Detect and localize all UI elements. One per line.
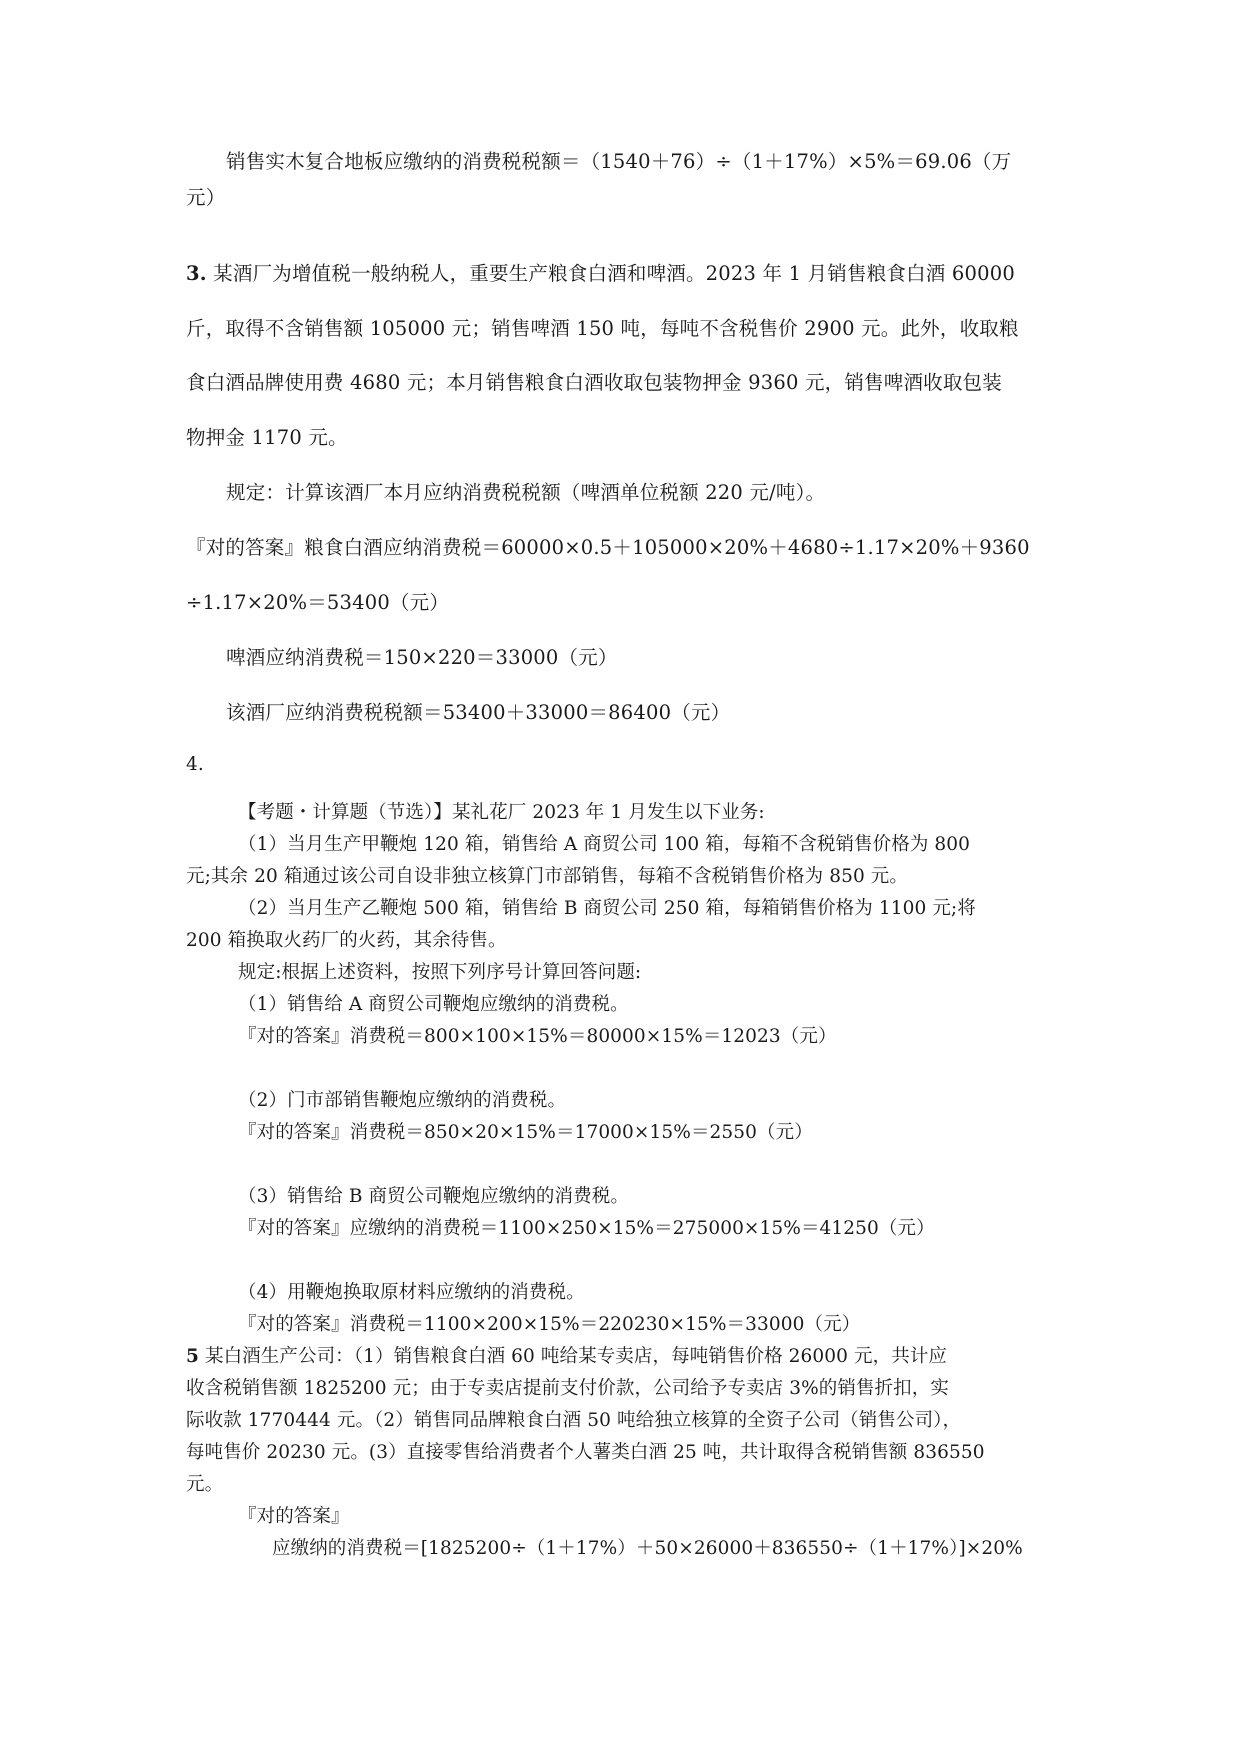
sub-question: （3）销售给 B 商贸公司鞭炮应缴纳的消费税。	[238, 1186, 629, 1207]
question-3-paragraph	[186, 264, 1015, 284]
question-line: 食白酒品牌使用费 4680 元；本月销售粮食白酒收取包装物押金 9360 元，销售啤酒收取包装	[186, 371, 1002, 394]
answer-line: 啤酒应纳消费税＝150×220＝33000（元）	[226, 646, 618, 669]
question-line: 斤，取得不含销售额 105000 元；销售啤酒 150 吨，每吨不含税售价 2900 元。此外，收取粮	[186, 317, 1019, 340]
question-line: 际收款 1770444 元。（2）销售同品牌粮食白酒 50 吨给独立核算的全资子公司（销售公司），	[186, 1410, 962, 1431]
question-line: 元;其余 20 箱通过该公司自设非独立核算门市部销售，每箱不含税销售价格为 850 元。	[186, 866, 909, 887]
sub-question: （1）销售给 A 商贸公司鞭炮应缴纳的消费税。	[238, 994, 629, 1015]
question-line: （2）当月生产乙鞭炮 500 箱，销售给 B 商贸公司 250 箱，每箱销售价格为 1100 元;将	[238, 898, 976, 919]
sub-answer: 『对的答案』应缴纳的消费税＝1100×250×15%＝275000×15%＝41250（元）	[238, 1218, 935, 1239]
question-title: 【考题・计算题（节选）】某礼花厂 2023 年 1 月发生以下业务:	[238, 802, 765, 823]
sub-question: （4）用鞭炮换取原材料应缴纳的消费税。	[238, 1282, 585, 1303]
question-line: 元。	[186, 1474, 224, 1495]
question-number: 3.	[186, 262, 207, 285]
calc-line: 销售实木复合地板应缴纳的消费税税额＝（1540＋76）÷（1＋17%）×5%＝69.06（万	[226, 150, 1012, 173]
calc-line-continuation: 元）	[186, 186, 226, 209]
question-line: 200 箱换取火药厂的火药，其余待售。	[186, 930, 507, 951]
answer-line: 『对的答案』粮食白酒应纳消费税＝60000×0.5＋105000×20%＋4680÷1.17×20%＋9360	[186, 536, 1030, 559]
sub-answer: 『对的答案』消费税＝850×20×15%＝17000×15%＝2550（元）	[238, 1122, 813, 1143]
answer-line: 该酒厂应纳消费税税额＝53400＋33000＝86400（元）	[226, 701, 731, 724]
question-number: 5	[186, 1346, 199, 1367]
answer-line: 应缴纳的消费税＝[1825200÷（1＋17%）＋50×26000＋836550÷（1＋17%）]×20%	[272, 1538, 1023, 1559]
sub-answer: 『对的答案』消费税＝800×100×15%＝80000×15%＝12023（元）	[238, 1026, 837, 1047]
sub-answer: 『对的答案』消费税＝1100×200×15%＝220230×15%＝33000（元）	[238, 1314, 861, 1335]
answer-label: 『对的答案』	[238, 1506, 350, 1527]
sub-question: （2）门市部销售鞭炮应缴纳的消费税。	[238, 1090, 567, 1111]
requirement-text: 规定：计算该酒厂本月应纳消费税税额（啤酒单位税额 220 元/吨）。	[226, 481, 826, 504]
requirement-text: 规定:根据上述资料，按照下列序号计算回答问题:	[238, 962, 642, 983]
question-line: 物押金 1170 元。	[186, 426, 348, 449]
question-number: 4.	[186, 754, 204, 775]
question-line: 每吨售价 20230 元。(3）直接零售给消费者个人薯类白酒 25 吨，共计取得含税销售额 836550	[186, 1442, 985, 1463]
question-line: 收含税销售额 1825200 元；由于专卖店提前支付价款，公司给予专卖店 3%的销售折扣，实	[186, 1378, 949, 1399]
answer-line: ÷1.17×20%＝53400（元）	[186, 591, 450, 614]
question-text: 某白酒生产公司：（1）销售粮食白酒 60 吨给某专卖店，每吨销售价格 26000 元，共计应	[198, 1346, 948, 1367]
question-5-paragraph	[186, 1348, 947, 1367]
question-line: （1）当月生产甲鞭炮 120 箱，销售给 A 商贸公司 100 箱，每箱不含税销售价格为 800	[238, 834, 971, 855]
question-text: 某酒厂为增值税一般纳税人，重要生产粮食白酒和啤酒。2023 年 1 月销售粮食白酒 60000	[206, 262, 1015, 285]
